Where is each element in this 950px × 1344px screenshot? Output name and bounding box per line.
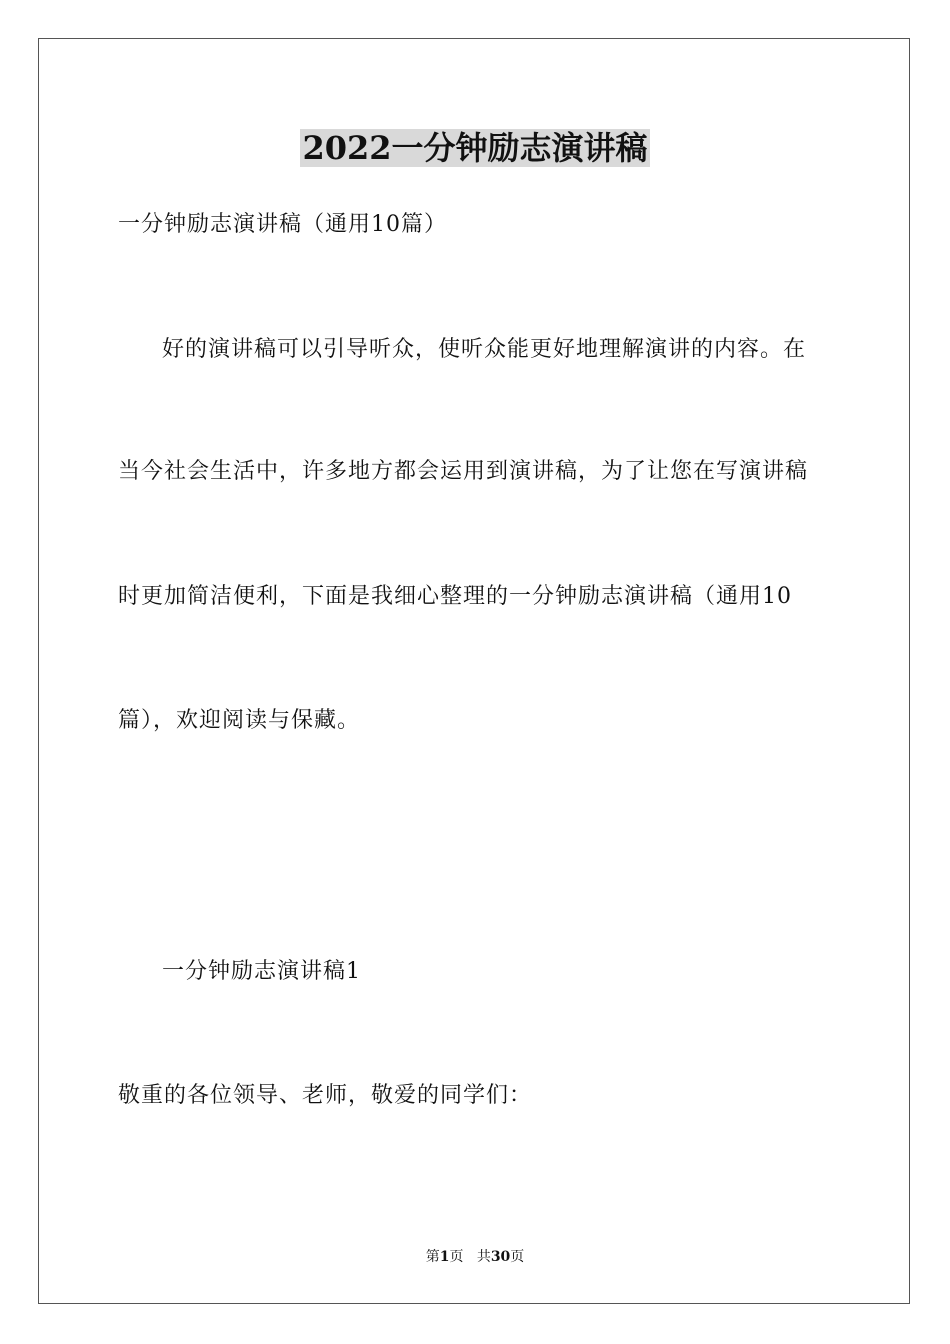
intro-line-1: 好的演讲稿可以引导听众，使听众能更好地理解演讲的内容。在: [162, 337, 807, 362]
document-subtitle: 一分钟励志演讲稿（通用10篇）: [118, 212, 447, 237]
intro-line-3: 时更加简洁便利，下面是我细心整理的一分钟励志演讲稿（通用10: [118, 584, 792, 609]
salutation: 敬重的各位领导、老师，敬爱的同学们：: [118, 1083, 533, 1108]
footer-total-suffix: 页: [510, 1249, 525, 1265]
document-title: [0, 128, 950, 168]
footer-page-prefix: 第: [425, 1249, 440, 1265]
footer-page-number: 1: [439, 1249, 450, 1265]
footer-total-pages: 30: [490, 1249, 511, 1265]
footer-total-prefix: 共: [476, 1249, 491, 1265]
intro-line-4: 篇），欢迎阅读与保藏。: [118, 708, 361, 733]
page-footer: [0, 1247, 950, 1267]
footer-page-suffix: 页: [449, 1249, 464, 1265]
intro-line-2: 当今社会生活中，许多地方都会运用到演讲稿，为了让您在写演讲稿: [118, 459, 809, 484]
section-heading: 一分钟励志演讲稿1: [162, 959, 361, 984]
document-title-text: 2022一分钟励志演讲稿: [302, 129, 648, 167]
